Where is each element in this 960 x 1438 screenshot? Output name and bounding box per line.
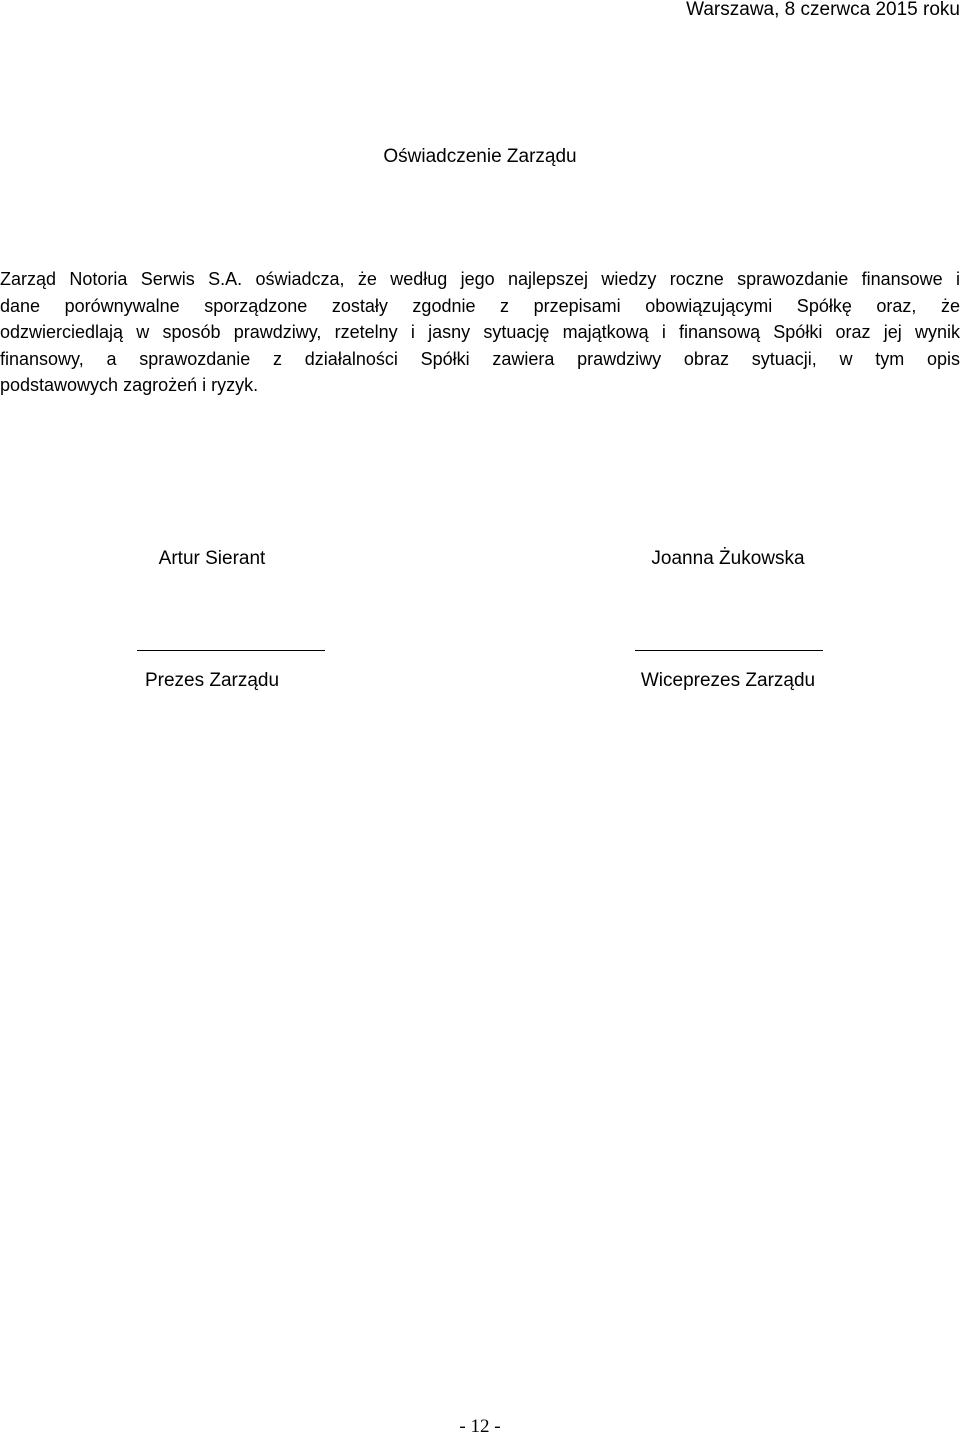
paragraph-line: odzwierciedlają w sposób prawdziwy, rzetelny i jasny sytuację majątkową i finansową Spółki oraz jej wynik xyxy=(0,322,960,342)
signature-line-1 xyxy=(137,650,325,651)
signatory-name-1: Artur Sierant xyxy=(158,548,266,569)
paragraph-line: podstawowych zagrożeń i ryzyk. xyxy=(0,375,259,395)
statement-paragraph xyxy=(0,266,960,399)
signature-line-2 xyxy=(635,650,823,651)
signatory-role-2: Wiceprezes Zarządu xyxy=(640,670,816,691)
date-line: Warszawa, 8 czerwca 2015 roku xyxy=(686,0,960,20)
page-number: - 12 - xyxy=(459,1416,501,1437)
paragraph-line: dane porównywalne sporządzone zostały zgodnie z przepisami obowiązującymi Spółkę oraz, że xyxy=(0,295,960,316)
paragraph-line: finansowy, a sprawozdanie z działalności Spółki zawiera prawdziwy obraz sytuacji, w tym opis xyxy=(0,348,960,369)
signatory-name-2: Joanna Żukowska xyxy=(651,548,805,569)
document-title: Oświadczenie Zarządu xyxy=(383,146,577,167)
signatory-role-1: Prezes Zarządu xyxy=(144,670,280,691)
paragraph-line: Zarząd Notoria Serwis S.A. oświadcza, że według jego najlepszej wiedzy roczne sprawozdanie finansowe i xyxy=(0,269,960,289)
